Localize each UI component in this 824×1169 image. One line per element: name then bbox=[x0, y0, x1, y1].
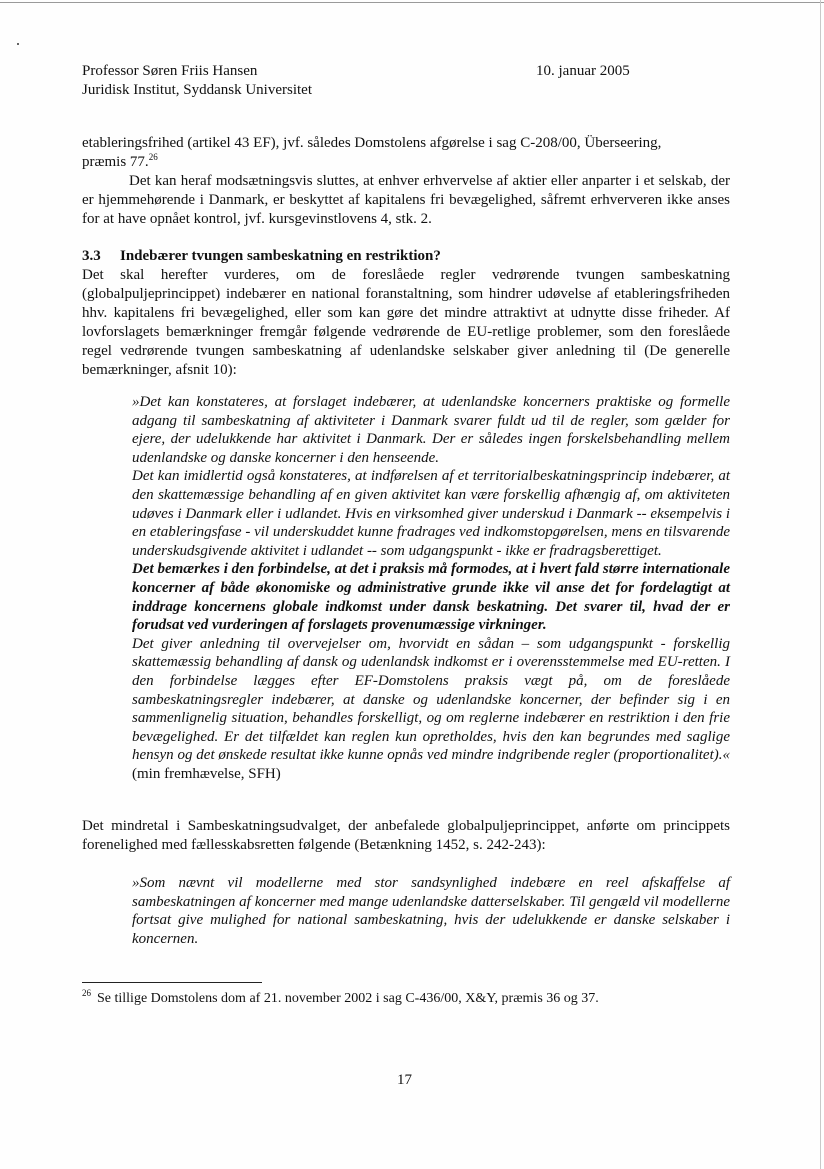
section-heading bbox=[82, 247, 441, 266]
footnote-marker: 26 bbox=[82, 988, 91, 999]
quote1-paragraph-2: Det kan imidlertid også konstateres, at indførelsen af et territorialbeskatningsprincip indebærer, at den skattemæssige behandling af en given aktivitet kan være forskellig afhængig af, om aktiviteten udøves i Danmark eller i udlandet. Hvis en virksomhed giver underskud i Danmark -- eksempelvis i en etableringsfase - vil underskuddet kunne fradrages ved indkomstopgørelsen, mens en tilsvarende underskudsgivende aktivitet i udlandet -- som udgangspunkt - ikke er fradragsberettiget. bbox=[132, 468, 730, 559]
mindretal-paragraph: Det mindretal i Sambeskatningsudvalget, der anbefalede globalpuljeprincippet, anførte om princippets forenelighed med fællesskabsretten følgende (Betænkning 1452, s. 242-243): bbox=[82, 818, 730, 853]
section-paragraph: Det skal herefter vurderes, om de foreslåede regler vedrørende tvungen sambeskatning (globalpuljeprincippet) indebærer en national foranstaltning, som hindrer udøvelse af etableringsfriheden hhv. kapitalens fri bevægelighed, eller som kan gøre det mindre attraktivt at udnytte disse friheder. Af lovforslagets bemærkninger fremgår følgende vedrørende de EU-retlige problemer, som den foreslåede regel vedrørende tvungen sambeskatning af udenlandske selskaber giver anledning til (De generelle bemærkninger, afsnit 10): bbox=[82, 267, 730, 378]
header-institution: Juridisk Institut, Syddansk Universitet bbox=[82, 82, 312, 98]
quote-betaenkning bbox=[132, 874, 730, 948]
quote-lovforslag bbox=[132, 393, 730, 783]
section-title: Indebærer tvungen sambeskatning en restriktion? bbox=[120, 248, 441, 264]
quote1-paragraph-3-emphasis: Det bemærkes i den forbindelse, at det i praksis må formodes, at i hvert fald større internationale koncerner af både økonomiske og administrative grunde ikke vil anse det for fordelagtigt at inddrage koncernens globale indkomst under dansk beskatning. Det svarer til, hvad der er forudsat ved vurderingen af forslagets provenumæssige virkninger. bbox=[132, 561, 730, 634]
header-author: Professor Søren Friis Hansen bbox=[82, 63, 258, 79]
scan-speck bbox=[17, 43, 19, 45]
quote1-paragraph-1: »Det kan konstateres, at forslaget indebærer, at udenlandske koncerners praktiske og formelle adgang til sambeskatning af aktiviteter i Danmark svarer fuldt ud til de regler, som gælder for ejere, der udelukkende har aktivitet i Danmark. Der er således ingen forskelsbehandling mellem udenlandske og danske koncerner i den henseende. bbox=[132, 394, 730, 466]
section-body bbox=[82, 266, 730, 380]
scan-right-edge bbox=[820, 0, 821, 1169]
quote2-paragraph: »Som nævnt vil modellerne med stor sandsynlighed indebære en reel afskaffelse af sambeskatningen af koncerner med mange udenlandske datterselskaber. Til gengæld vil modellerne fortsat give mulighed for national sambeskatning, hvis der udelukkende er danske selskaber i koncernen. bbox=[132, 875, 730, 947]
intro-line1: etableringsfrihed (artikel 43 EF), jvf. således Domstolens afgørelse i sag C-208/00, Überseering, bbox=[82, 135, 662, 151]
intro-line2-text: præmis 77. bbox=[82, 154, 149, 170]
page-header bbox=[82, 62, 642, 100]
quote1-paragraph-4 bbox=[132, 635, 730, 784]
intro-block bbox=[82, 134, 730, 229]
intro-line2 bbox=[82, 153, 730, 172]
footnote-26 bbox=[82, 990, 599, 1008]
header-date: 10. januar 2005 bbox=[536, 63, 630, 79]
mindretal-paragraph-block bbox=[82, 817, 730, 855]
scan-top-edge bbox=[0, 2, 824, 3]
quote1-emphasis-note: (min fremhævelse, SFH) bbox=[132, 765, 281, 782]
section-number: 3.3 bbox=[82, 248, 101, 264]
intro-paragraph-2: Det kan heraf modsætningsvis sluttes, at enhver erhvervelse af aktier eller anparter i et selskab, der er hjemmehørende i Danmark, er beskyttet af kapitalens fri bevægelighed, såfremt erhververen ikke anses for at have opnået kontrol, jvf. kursgevinstlovens 4, stk. 2. bbox=[82, 173, 730, 227]
footnote-text: Se tillige Domstolens dom af 21. november 2002 i sag C-436/00, X&Y, præmis 36 og 37. bbox=[97, 991, 599, 1006]
quote1-paragraph-4-text: Det giver anledning til overvejelser om, hvorvidt en sådan – som udgangspunkt - forskellig skattemæssig behandling af dansk og udenlandsk indkomst er i overensstemmelse med EU-retten. I den forbindelse lægges efter EF-Domstolens praksis vægt på, om de foreslåede sambeskatningsregler indebærer, at danske og udenlandske koncerner, der befinder sig i en sammenlignelig situation, behandles forskelligt, og om reglerne indebærer en restriktion i den frie bevægelighed. Er det tilfældet kan reglen kun opretholdes, hvis den kan begrundes med saglige hensyn og det ønskede resultat ikke kunne opnås ved mindre indgribende regler (proportionalitet).« bbox=[132, 635, 730, 764]
footnote-separator bbox=[82, 982, 262, 983]
page-number: 17 bbox=[397, 1072, 412, 1088]
footnote-ref-26: 26 bbox=[148, 152, 158, 162]
